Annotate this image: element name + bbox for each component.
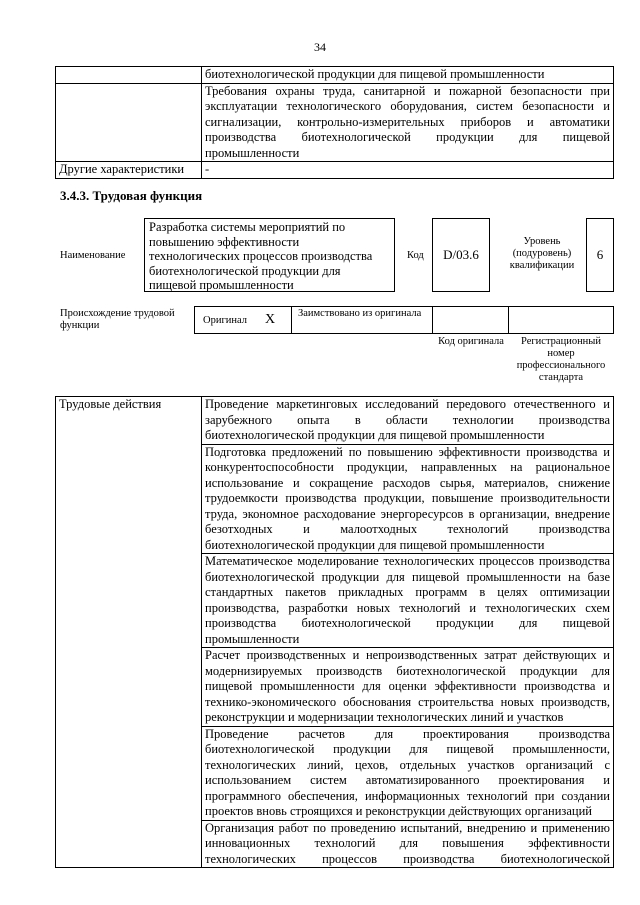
origin-reg-cell: [508, 306, 614, 334]
original-mark: X: [265, 312, 276, 327]
action-item: Проведение расчетов для проектирования производства биотехнологической продукции для пищевой промышленности, технологических линий, цехов, отдельных участков организаций с использованием систем автоматизированного проектирования и программного обеспечения, информационных технологий при создании проектов вновь строящихся и реконструкции действующих организаций: [202, 726, 614, 820]
borrowed-cell: Заимствовано из оригинала: [291, 306, 433, 334]
code-box: [432, 218, 490, 292]
reg-caption: Регистрационный номер профессионального стандарта: [516, 336, 606, 383]
row-label: [56, 67, 202, 84]
row-text: биотехнологической продукции для пищевой промышленности: [202, 67, 614, 84]
level-label: Уровень (подуровень) квалификации: [509, 236, 575, 271]
row-label: [56, 83, 202, 162]
table-row: [56, 83, 614, 162]
code-value: D/03.6: [443, 247, 479, 262]
row-text: Требования охраны труда, санитарной и пожарной безопасности при эксплуатации технологического оборудования, систем безопасности и сигнализации, контрольно-измерительных приборов и автоматики производства биотехнологической продукции для пищевой промышленности: [202, 83, 614, 162]
action-item: Расчет производственных и непроизводственных затрат действующих и модернизируемых производств биотехнологической продукции для пищевой промышленности для оценки эффективности производства и технико-экономического обоснования строительства новых производств, реконструкции и модернизации технологических линий и участков: [202, 648, 614, 727]
action-item: Организация работ по проведению испытаний, внедрению и применению инновационных технологий для повышения эффективности технологических процессов производства биотехнологической: [202, 820, 614, 868]
section-heading: 3.4.3. Трудовая функция: [60, 188, 203, 203]
name-label: Наименование: [60, 250, 126, 261]
row-text: -: [202, 162, 614, 179]
row-label: Другие характеристики: [56, 162, 202, 179]
table-row: [56, 162, 614, 179]
page-number: 34: [314, 40, 326, 54]
requirements-table: [55, 66, 614, 179]
level-value: 6: [596, 247, 604, 262]
level-box: [586, 218, 614, 292]
action-item: Проведение маркетинговых исследований передового отечественного и зарубежного опыта в области технологии производства биотехнологической продукции для пищевой промышленности: [202, 397, 614, 445]
action-item: Подготовка предложений по повышению эффективности производства и конкурентоспособности продукции, направленных на рациональное использование и сокращение расходов сырья, материалов, снижение трудоемкости производства продукции, повышение производительности труда, экономное расходование энергоресурсов в организации, внедрение безотходных и малоотходных технологий производства биотехнологической продукции для пищевой промышленности: [202, 444, 614, 554]
action-item: Математическое моделирование технологических процессов производства биотехнологической продукции для пищевой промышленности на базе стандартных пакетов прикладных программ в целях оптимизации производства, разработки новых технологий и технологических схем производства биотехнологической продукции для пищевой промышленности: [202, 554, 614, 648]
original-label: Оригинал: [203, 315, 247, 326]
actions-label: Трудовые действия: [56, 397, 202, 868]
labor-actions-table: [55, 396, 614, 868]
table-row: [56, 397, 614, 445]
code-label: Код: [407, 250, 424, 261]
function-name-box: Разработка системы мероприятий по повышению эффективности технологических процессов производства биотехнологической продукции для пищевой промышленности: [144, 218, 395, 292]
code-caption: Код оригинала: [438, 336, 504, 347]
table-row: [56, 67, 614, 84]
origin-label: Происхождение трудовой функции: [60, 308, 175, 331]
original-cell: [194, 306, 292, 334]
origin-code-cell: [432, 306, 509, 334]
